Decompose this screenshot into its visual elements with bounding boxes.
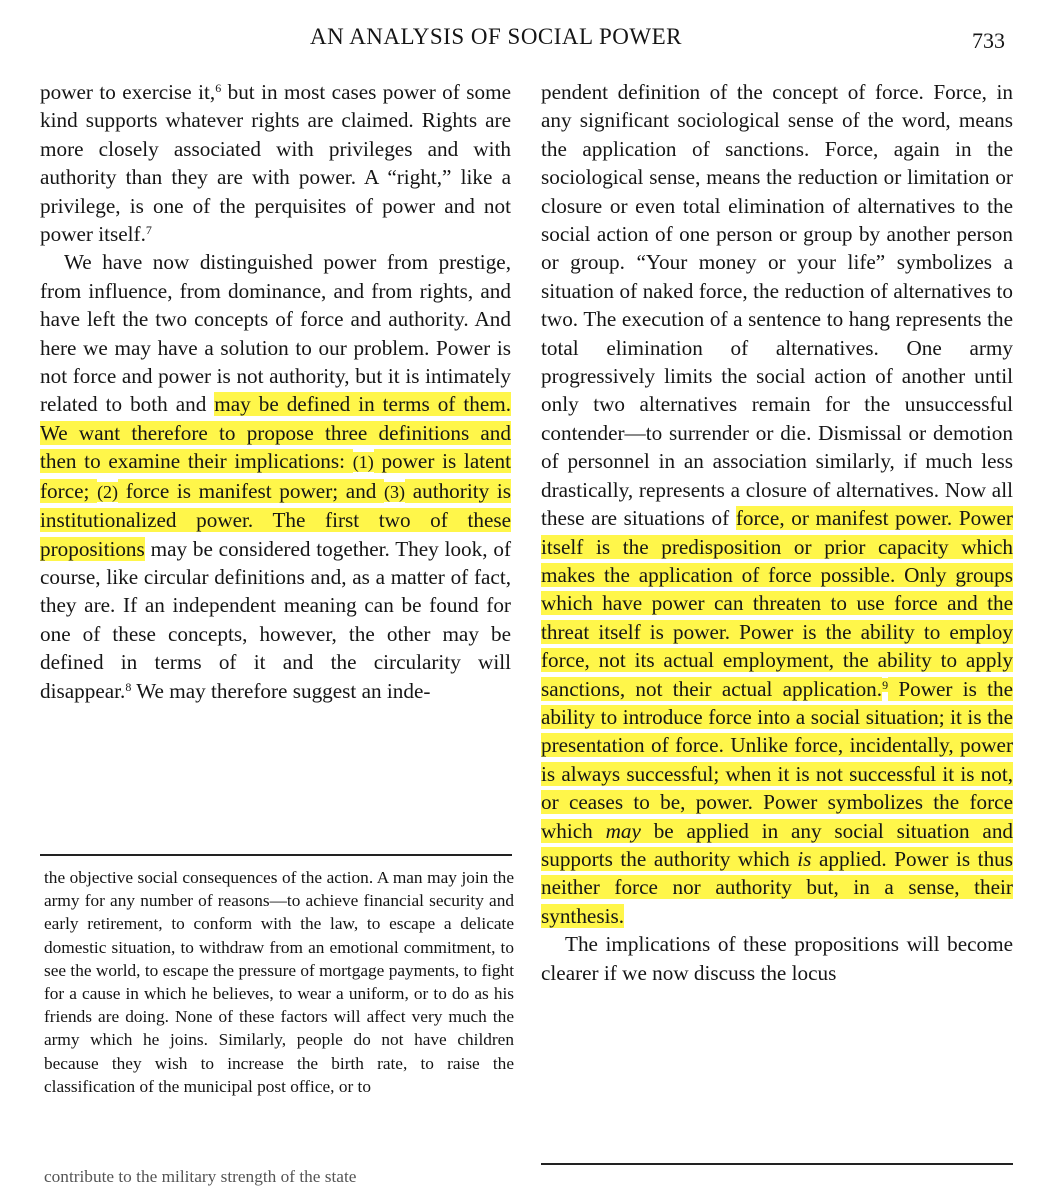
page-header (0, 24, 1054, 58)
paragraph: We have now distinguished power from prestige, from influence, from dominance, and from rights, and have left the two concepts of force and authority. And here we may have a solution to our problem. Power is not force and power is not authority, but it is intimately related to both and may be defined in terms of them. We want therefore to propose three definitions and then to examine their implications: (1) power is latent force; (2) force is manifest power; and (3) authority is institutionalized power. The first two of these propositions may be considered together. They look, of course, like circular definitions and, as a matter of fact, they are. If an independent meaning can be found for one of these concepts, however, the other may be defined in terms of it and the circularity will disappear.$^8$ We may therefore suggest an inde- (40, 250, 512, 703)
highlighted-text: (2) (97, 481, 119, 502)
footnote-ref: 8 (125, 679, 132, 694)
footnote-ref: 7 (145, 223, 152, 238)
highlighted-text: power is latent force; (40, 449, 511, 503)
highlighted-text: applied. Power is thus neither force nor authority but, in a sense, their synthesis. (541, 846, 1014, 928)
footnote-ref: 9 (882, 677, 889, 692)
footnote-divider (40, 854, 512, 856)
highlighted-text: force, or manifest power. Power itself is the predisposition or prior capacity which makes the application of force possible. Only groups which have power can threaten to use force and the threat itself is power. Power is the ability to employ force, not its actual employment, the ability to apply sanctions, not their actual application. (541, 506, 1013, 701)
highlighted-text: force is manifest power; and (118, 478, 385, 503)
highlighted-text: may be defined in terms of them. We want therefore to propose three definitions and then to examine their implications: (40, 392, 512, 474)
footnote-cut-line: contribute to the military strength of the state (44, 1167, 357, 1186)
paragraph: power to exercise it,$^6$ but in most cases power of some kind supports whatever rights are claimed. Rights are more closely associated with privileges and with authority than they are with power. A “right,” like a privilege, is one of the perquisites of power and not power itself.$^7$ (40, 80, 511, 247)
bottom-divider (541, 1163, 1013, 1165)
highlighted-text: (3) (384, 481, 406, 502)
footnote-block (44, 866, 514, 1098)
left-column (40, 78, 511, 705)
emphasis: is (797, 846, 812, 871)
paragraph: pendent definition of the concept of force. Force, in any significant sociological sense of the word, means the application of sanctions. Force, again in the sociological sense, means the reduction or limitation or closure or even total elimination of alternatives to the social action of one person or group by another person or group. “Your money or your life” symbolizes a situation of naked force, the reduction of alternatives to two. The execution of a sentence to hang represents the total elimination of alternatives. One army progressively limits the social action of another until only two alternatives remain for the unsuccessful contender—to surrender or die. Dismissal or demotion of personnel in an association similarly, if much less drastically, represents a closure of alternatives. Now all these are situations of force, or manifest power. Power itself is the predisposition or prior capacity which makes the application of force possible. Only groups which have power can threaten to use force and the threat itself is power. Power is the ability to employ force, not its actual employment, the ability to apply sanctions, not their actual application.$^9$ Power is the ability to introduce force into a social situation; it is the presentation of force. Unlike force, incidentally, power is always successful; when it is not successful it is not, or ceases to be, power. Power symbolizes the force which may be applied in any social situation and supports the authority which is applied. Power is thus neither force nor authority but, in a sense, their synthesis. (541, 80, 1014, 928)
paragraph: The implications of these propositions will become clearer if we now discuss the locus (541, 932, 1013, 985)
highlighted-text: authority is institutionalized power. The first two of these propositions (40, 478, 511, 561)
footnote-ref: 6 (215, 81, 222, 95)
highlighted-text: (1) (352, 452, 374, 473)
highlighted-text: be applied in any social situation and supports the authority which (541, 818, 1014, 871)
footnote-text: the objective social consequences of the action. A man may join the army for any number of reasons—to achieve financial security and early retirement, to conform with the law, to escape a delicate domestic situation, to withdraw from an emotional commitment, to see the world, to escape the pressure of mortgage payments, to fight for a cause in which he believes, to wear a uniform, or to do as his friends are doing. None of these factors will affect very much the army which he joins. Similarly, people do not have children because they wish to increase the birth rate, to raise the classification of the municipal post office, or to (44, 868, 514, 1096)
highlighted-text: Power is the ability to introduce force into a social situation; it is the presentation of force. Unlike force, incidentally, power is always successful; when it is not successful it is not, or ceases to be, power. Power symbolizes the force which (541, 676, 1013, 843)
running-title: AN ANALYSIS OF SOCIAL POWER (310, 24, 682, 49)
emphasis: may (605, 818, 641, 843)
right-column (541, 78, 1013, 987)
page-number: 733 (972, 28, 1005, 53)
